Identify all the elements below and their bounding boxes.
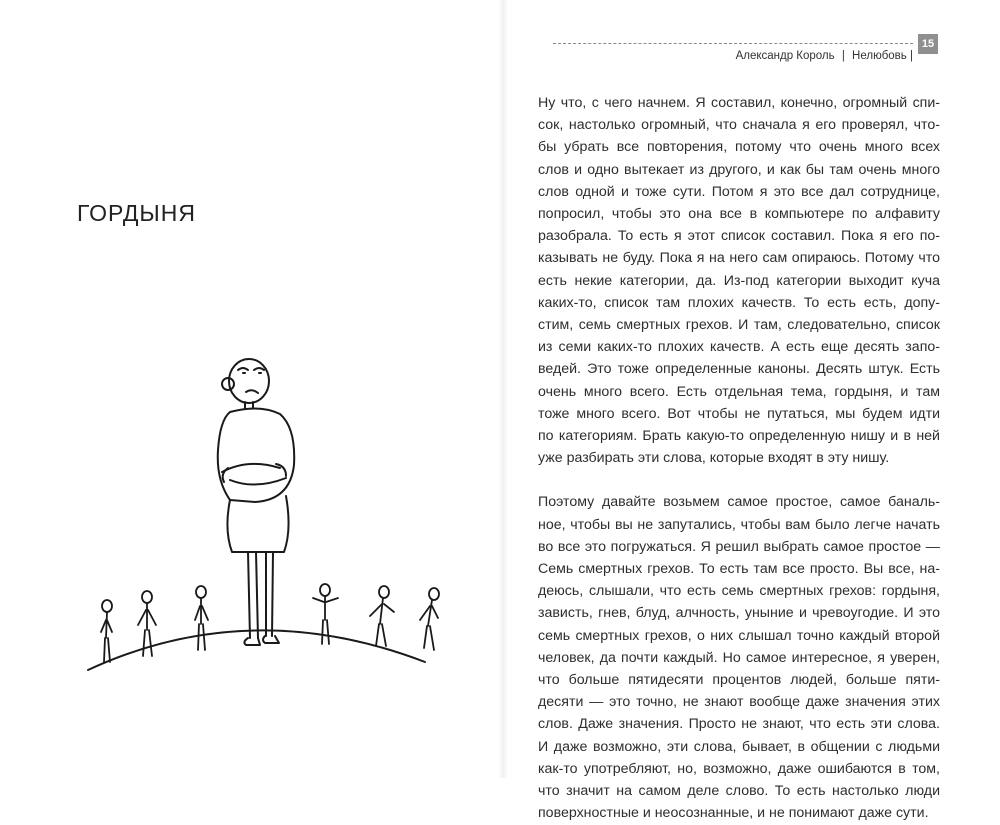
right-page [508, 0, 1000, 822]
text-line: тоже много всего. Вот чтобы не путаться, мы будем идти [538, 405, 940, 422]
text-line: человек, да почти каждый. Но самое интересное, я уверен, [538, 649, 940, 666]
paragraph-2 [538, 491, 940, 824]
page-number: 15 [918, 34, 938, 54]
paragraph-1 [538, 92, 940, 469]
text-line: Поэтому давайте возьмем самое простое, самое баналь- [538, 494, 940, 511]
text-line: Семь смертных грехов. То есть там все просто. Вы все, на- [538, 561, 940, 578]
text-line: казывать не буду. Пока я на него сам опираюсь. Потому что [538, 250, 940, 267]
text-line: Ну что, с чего начнем. Я составил, конечно, огромный спи- [538, 95, 940, 111]
text-line: по категориям. Брать какую-то определенную нишу и в ней [538, 428, 940, 445]
text-line: во все это погружаться. Я решил выбрать самое простое — [538, 538, 940, 555]
running-head [553, 34, 913, 62]
small-figure-1 [101, 600, 112, 662]
running-head-text [736, 50, 913, 62]
text-line: что значит на самом деле слово. То есть настолько люди [538, 783, 940, 800]
small-figure-5 [370, 586, 394, 646]
text-line: очень много всего. Есть отдельная тема, гордыня, и там [538, 383, 940, 400]
text-line: десяти — это точно, не знают вообще даже значения этих [538, 694, 940, 711]
text-line: слов одной и тоже сути. Потом я это все дал сотруднице, [538, 183, 940, 200]
text-line: как-то употребляют, но, возможно, даже ошибаются в том, [538, 760, 940, 777]
running-head-author: Александр Король [735, 50, 835, 62]
text-line: слов и одно вытекает из другого, и как бы там очень много [538, 161, 940, 178]
running-head-rule [553, 43, 913, 44]
small-figure-6 [420, 588, 439, 650]
running-head-book-title: Нелюбовь [852, 50, 907, 62]
running-head-trailing-mark: | [910, 50, 913, 62]
text-line: поверхностные и неосознанные, и не понимают даже сути. [538, 805, 929, 822]
text-line: сок, настолько огромный, что сначала я его проверял, что- [538, 117, 940, 134]
chapter-title: ГОРДЫНЯ [77, 200, 197, 226]
text-line: уже разбирать эти слова, которые входят в эту нишу. [538, 450, 890, 467]
hill-line [88, 630, 425, 670]
text-line: из семи каких-то плохих качеств. А есть еще десять запо- [538, 339, 940, 356]
text-line: слов. Даже значения. Просто не знают, что есть эти слова. [538, 716, 940, 733]
text-line: каких-то, список там плохих качеств. То есть есть, допу- [538, 294, 940, 311]
running-head-separator: | [841, 50, 845, 62]
text-line: И даже возможно, эти слова, бывает, в общении с людьми [538, 738, 940, 755]
left-page [0, 0, 500, 778]
text-line: зависть, гнев, блуд, алчность, уныние и чревоугодие. И это [538, 605, 940, 622]
text-line: деюсь, слышали, что есть семь смертных грехов: гордыня, [538, 583, 940, 600]
text-line: ведей. Это тоже определенные каноны. Десять штук. Есть [538, 361, 940, 378]
text-line: семь смертных грехов, о них слышал точно каждый второй [538, 627, 940, 644]
big-figure [218, 359, 294, 645]
small-figure-3 [195, 586, 208, 650]
text-line: ное, чтобы вы не запутались, чтобы вам было легче начать [538, 516, 940, 533]
text-line: есть некие категории, да. Из-под категории выходит куча [538, 272, 940, 289]
text-line: попросил, чтобы это она все в компьютере по алфавиту [538, 206, 940, 223]
text-line: что больше пятидесяти процентов людей, больше пяти- [538, 672, 940, 689]
text-line: стим, семь смертных грехов. И там, следовательно, список [538, 317, 940, 334]
text-line: разобрала. То есть я этот список составил. Пока я его по- [538, 228, 940, 245]
body-text [538, 92, 940, 825]
proud-figure-illustration [80, 340, 440, 680]
text-line: бы убрать все повторения, потому что очень много всех [538, 139, 940, 156]
